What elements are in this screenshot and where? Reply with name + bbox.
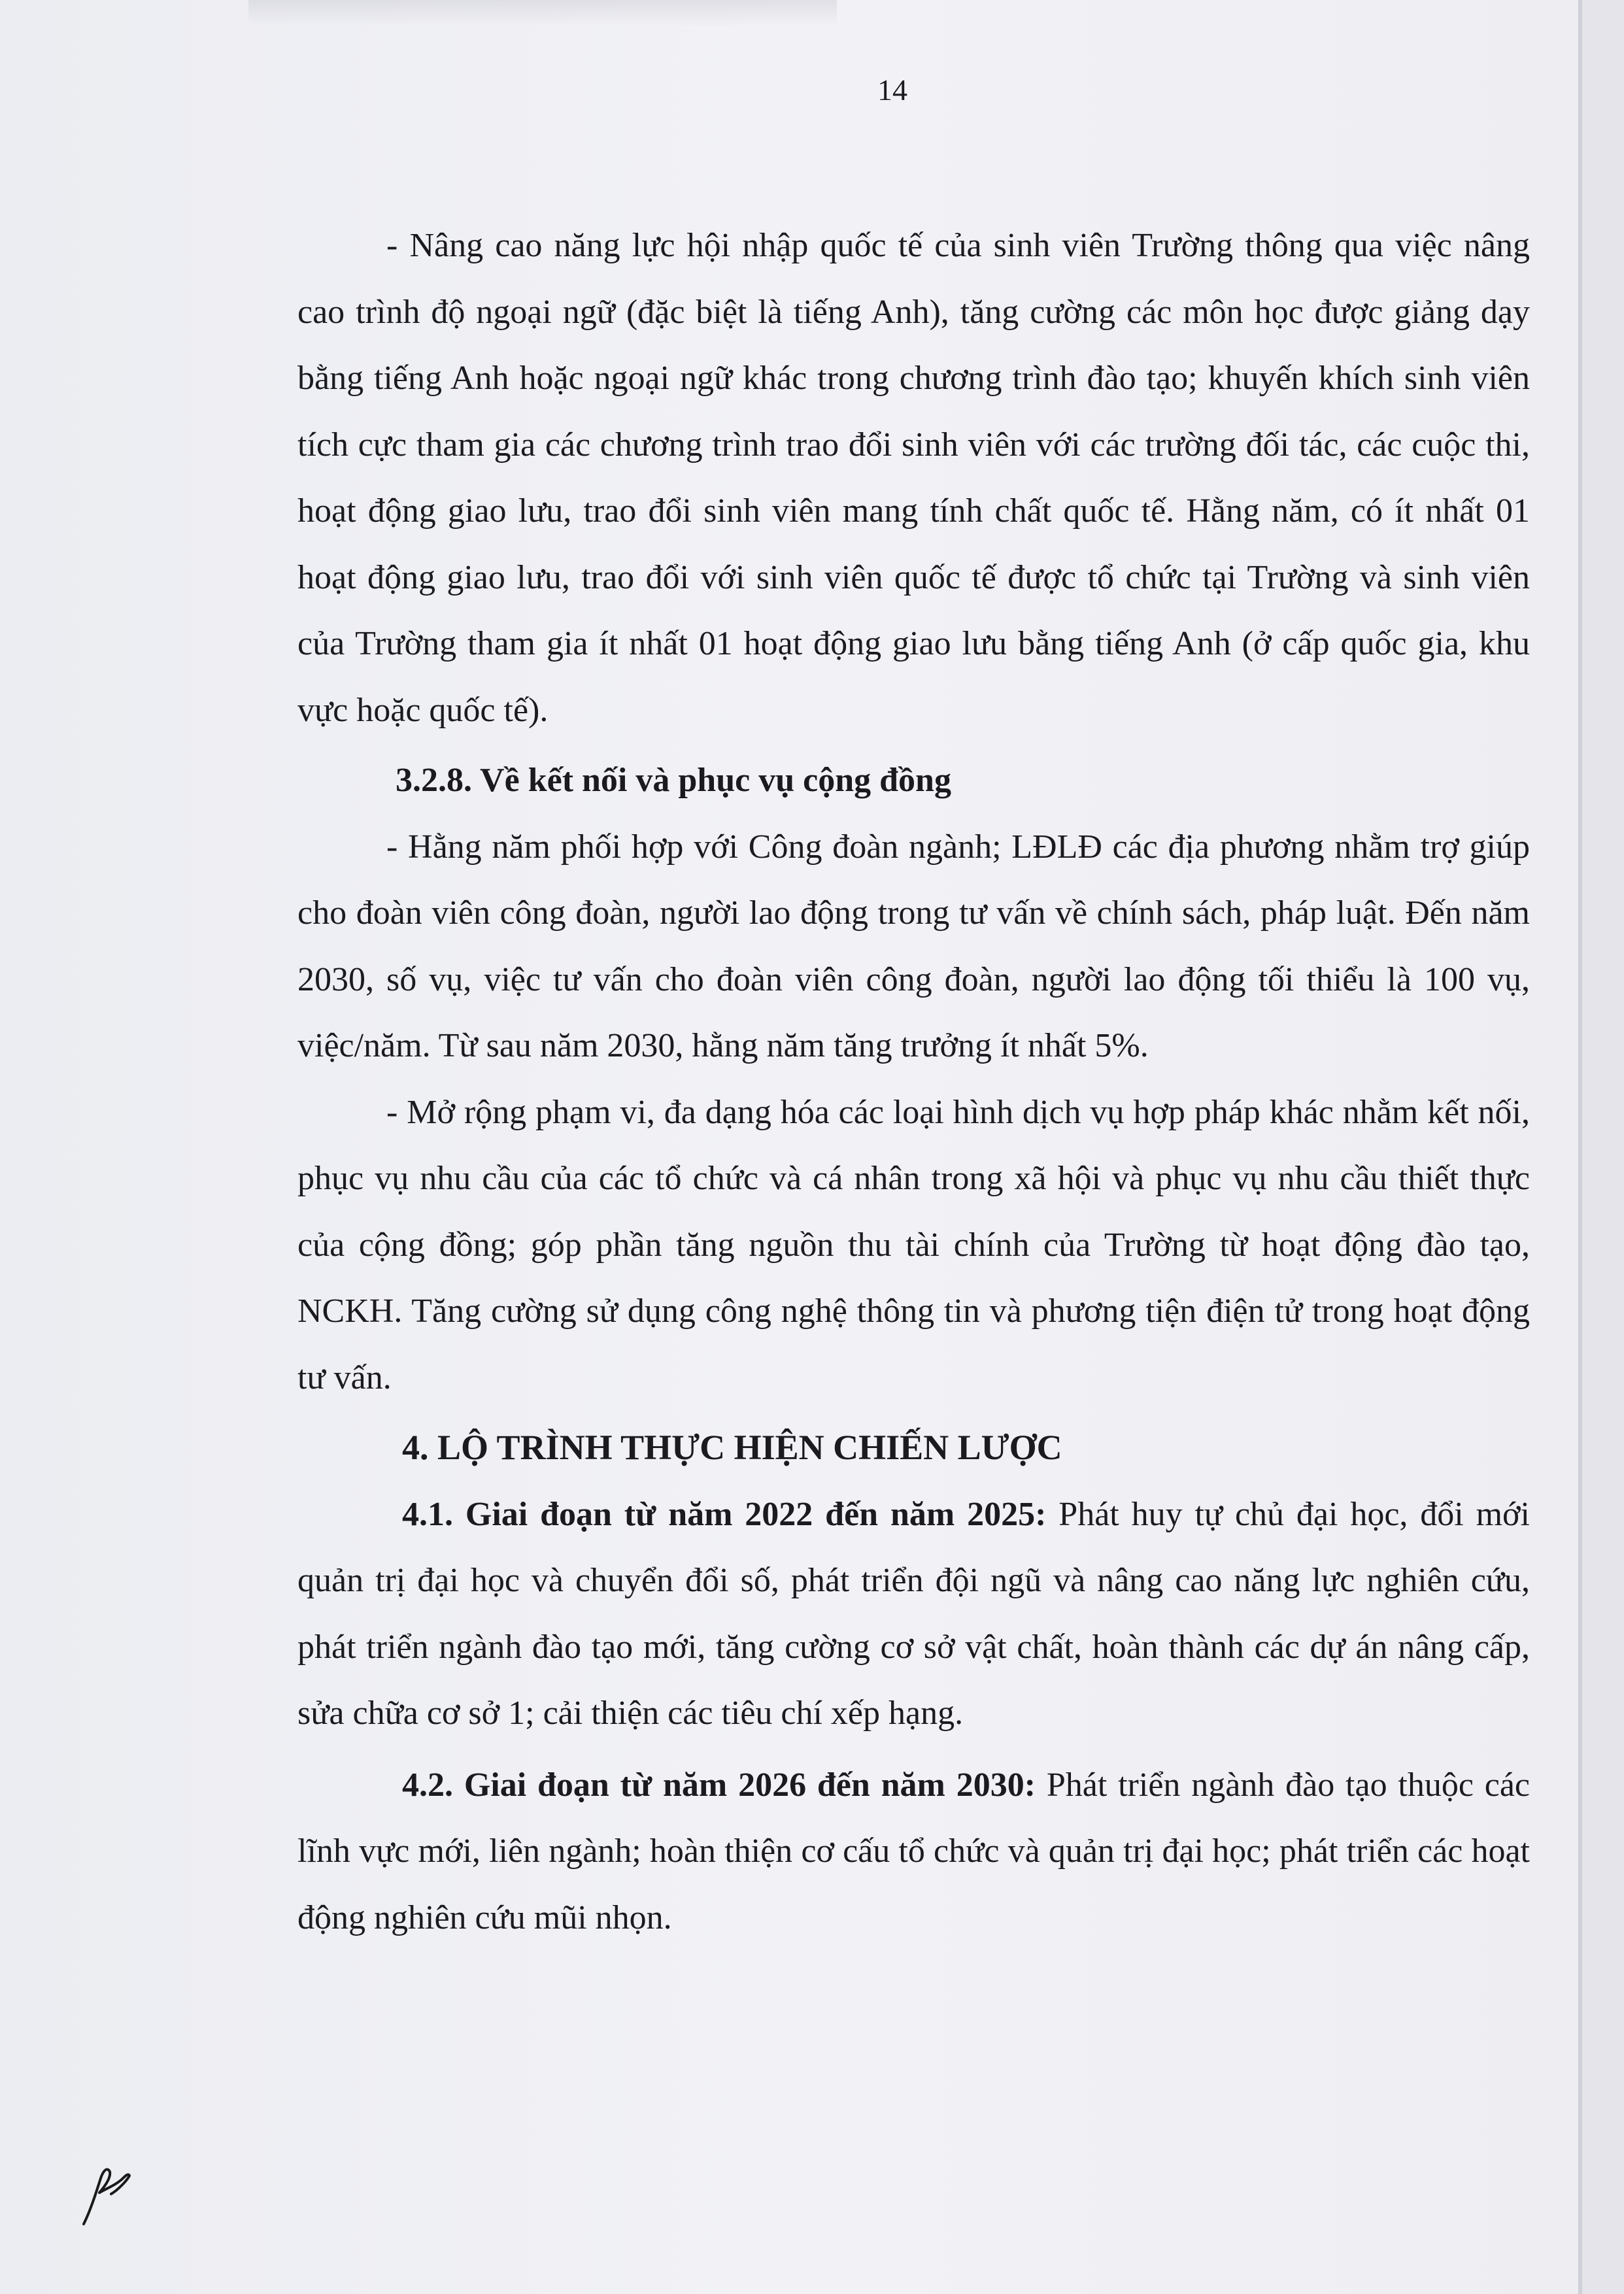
paragraph-legal-consulting: - Hằng năm phối hợp với Công đoàn ngành; LĐLĐ các địa phương nhằm trợ giúp cho đoàn viên công đoàn, người lao động trong tư vấn về chính sách, pháp luật. Đến năm 2030, số vụ, việc tư vấn cho đoàn viên công đoàn, người lao động tối thiểu là 100 vụ, việc/năm. Từ sau năm 2030, hằng năm tăng trưởng ít nhất 5%. [297, 828, 1530, 1064]
section-heading-3-2-8: 3.2.8. Về kết nối và phục vụ cộng đồng [396, 762, 951, 799]
stage-4-2 [297, 1752, 1530, 1951]
paragraph-service-expansion: - Mở rộng phạm vi, đa dạng hóa các loại hình dịch vụ hợp pháp khác nhằm kết nối, phục vụ nhu cầu của các tổ chức và cá nhân trong xã hội và phục vụ nhu cầu thiết thực của cộng đồng; góp phần tăng nguồn thu tài chính của Trường từ hoạt động đào tạo, NCKH. Tăng cường sử dụng công nghệ thông tin và phương tiện điện tử trong hoạt động tư vấn. [297, 1093, 1530, 1396]
page-number: 14 [877, 73, 907, 107]
paragraph-international-integration: - Nâng cao năng lực hội nhập quốc tế của sinh viên Trường thông qua việc nâng cao trình độ ngoại ngữ (đặc biệt là tiếng Anh), tăng cường các môn học được giảng dạy bằng tiếng Anh hoặc ngoại ngữ khác trong chương trình đào tạo; khuyến khích sinh viên tích cực tham gia các chương trình trao đổi sinh viên với các trường đối tác, các cuộc thi, hoạt động giao lưu, trao đổi sinh viên mang tính chất quốc tế. Hằng năm, có ít nhất 01 hoạt động giao lưu, trao đổi với sinh viên quốc tế được tổ chức tại Trường và sinh viên của Trường tham gia ít nhất 01 hoạt động giao lưu bằng tiếng Anh (ở cấp quốc gia, khu vực hoặc quốc tế). [297, 227, 1530, 729]
document-body [297, 212, 1530, 1951]
stage-4-1 [297, 1481, 1530, 1747]
stage-4-1-text: Phát huy tự chủ đại học, đổi mới quản trị đại học và chuyển đổi số, phát triển đội ngũ và nâng cao năng lực nghiên cứu, phát triển ngành đào tạo mới, tăng cường cơ sở vật chất, hoàn thành các dự án nâng cấp, sửa chữa cơ sở 1; cải thiện các tiêu chí xếp hạng. [297, 1495, 1530, 1732]
scan-margin-shade [1582, 0, 1624, 2294]
stage-4-2-label: 4.2. Giai đoạn từ năm 2026 đến năm 2030: [402, 1766, 1036, 1804]
stage-4-2-text: Phát triển ngành đào tạo thuộc các lĩnh vực mới, liên ngành; hoàn thiện cơ cấu tổ chức và quản trị đại học; phát triển các hoạt động nghiên cứu mũi nhọn. [297, 1766, 1530, 1936]
stage-4-1-label: 4.1. Giai đoạn từ năm 2022 đến năm 2025: [402, 1495, 1047, 1533]
handwritten-initial [77, 2159, 136, 2231]
scan-top-bleed [248, 0, 837, 26]
section-heading-4: 4. LỘ TRÌNH THỰC HIỆN CHIẾN LƯỢC [402, 1428, 1062, 1467]
